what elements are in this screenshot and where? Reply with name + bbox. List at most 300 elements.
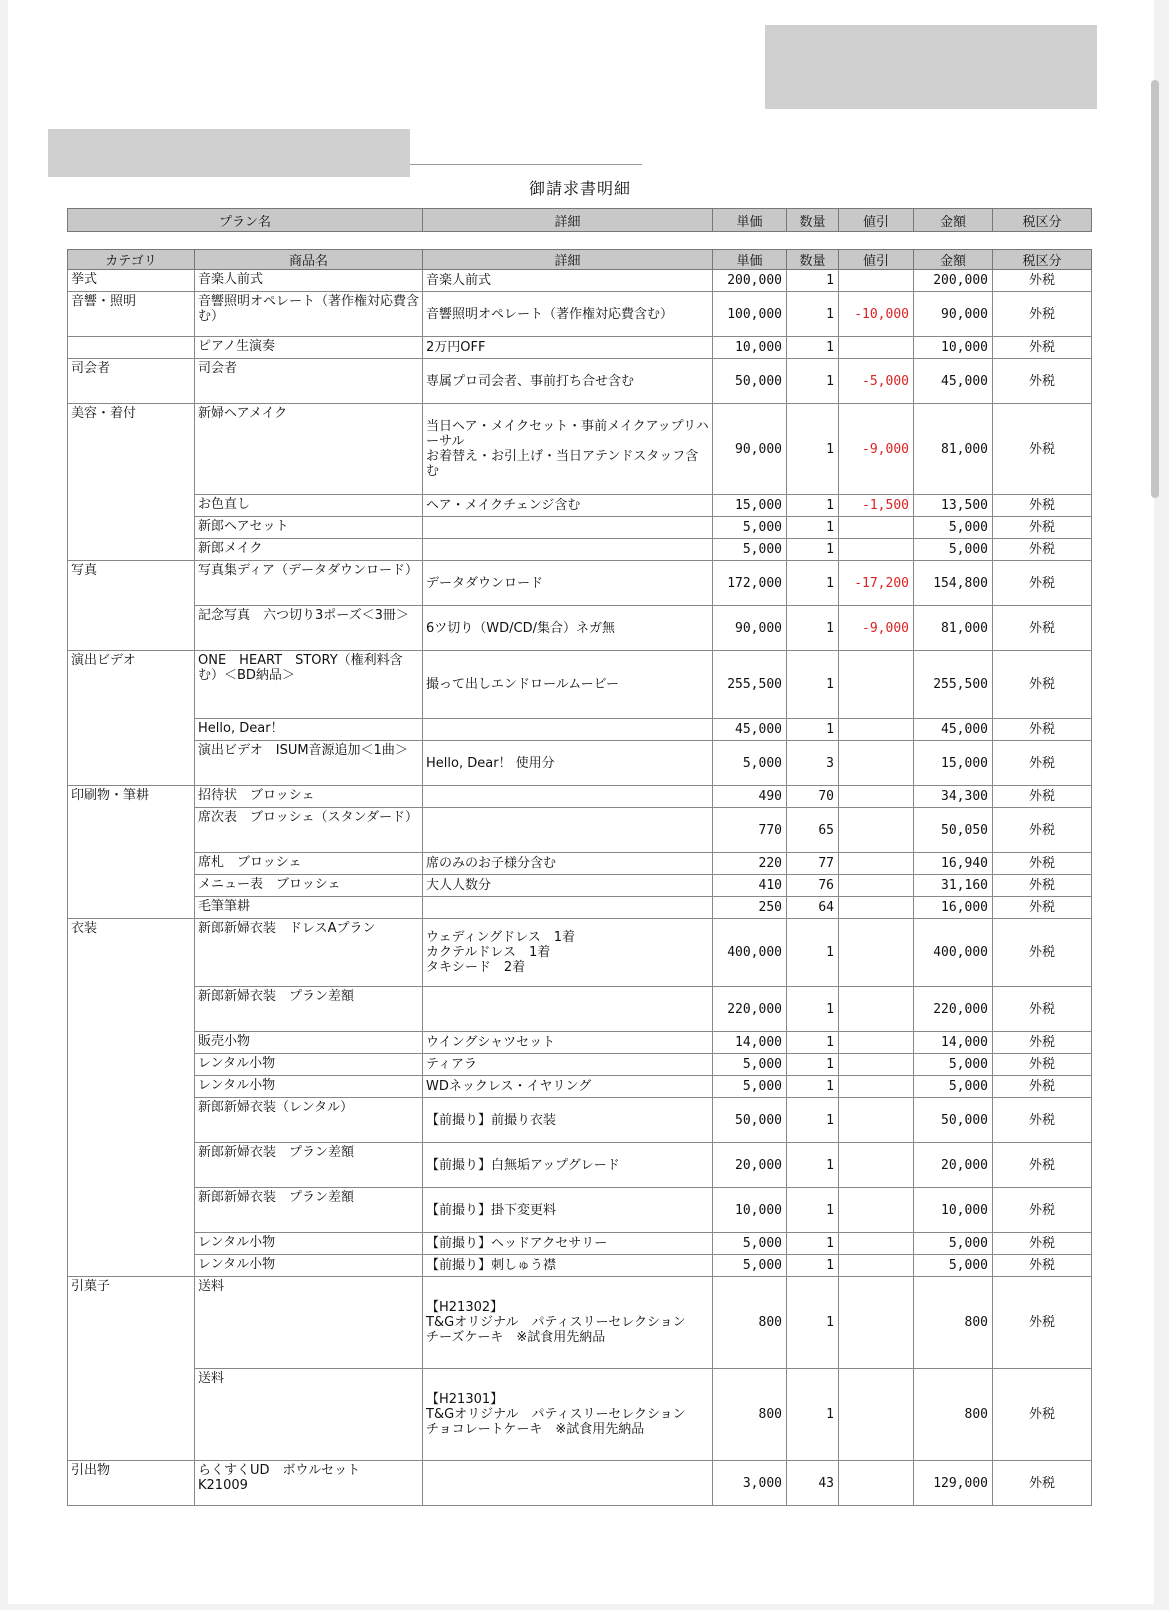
table-row — [68, 719, 1092, 741]
tax-type-cell: 外税 — [993, 1076, 1092, 1098]
amount-cell: 81,000 — [914, 404, 993, 495]
item-name-cell: 音響照明オペレート（著作権対応費含む） — [195, 292, 423, 337]
plan-header-row — [68, 209, 1092, 232]
amount-cell: 16,940 — [914, 853, 993, 875]
tax-type-cell: 外税 — [993, 1054, 1092, 1076]
tax-type-cell: 外税 — [993, 270, 1092, 292]
quantity-cell: 1 — [787, 1188, 839, 1233]
unit-price-cell: 220,000 — [713, 987, 787, 1032]
table-row — [68, 495, 1092, 517]
amount-cell: 129,000 — [914, 1461, 993, 1506]
title-underline — [410, 164, 642, 165]
discount-cell — [839, 853, 914, 875]
discount-cell — [839, 1255, 914, 1277]
tax-type-cell: 外税 — [993, 875, 1092, 897]
amount-cell: 45,000 — [914, 719, 993, 741]
detail-cell: 【前撮り】ヘッドアクセサリー — [423, 1233, 713, 1255]
unit-price-cell: 250 — [713, 897, 787, 919]
detail-cell: 2万円OFF — [423, 337, 713, 359]
quantity-cell: 76 — [787, 875, 839, 897]
unit-price-cell: 255,500 — [713, 651, 787, 719]
plan-header-cell: 税区分 — [993, 209, 1092, 232]
column-header: 金額 — [914, 250, 993, 270]
table-row — [68, 1188, 1092, 1233]
tax-type-cell: 外税 — [993, 1233, 1092, 1255]
item-name-cell: レンタル小物 — [195, 1233, 423, 1255]
plan-header-cell: 詳細 — [423, 209, 713, 232]
detail-cell: 【H21302】 T&Gオリジナル パティスリーセレクション チーズケーキ ※試食用先納品 — [423, 1277, 713, 1369]
table-row — [68, 1255, 1092, 1277]
item-name-cell: 新郎新婦衣装 ドレスAプラン — [195, 919, 423, 987]
column-header: 商品名 — [195, 250, 423, 270]
tax-type-cell: 外税 — [993, 786, 1092, 808]
table-row — [68, 875, 1092, 897]
discount-cell — [839, 1076, 914, 1098]
discount-cell: -9,000 — [839, 606, 914, 651]
category-cell: 美容・着付 — [68, 404, 195, 495]
tax-type-cell: 外税 — [993, 651, 1092, 719]
detail-cell — [423, 1461, 713, 1506]
detail-cell — [423, 786, 713, 808]
discount-cell — [839, 875, 914, 897]
table-row — [68, 1032, 1092, 1054]
item-name-cell: レンタル小物 — [195, 1076, 423, 1098]
item-name-cell: レンタル小物 — [195, 1054, 423, 1076]
detail-cell: 専属プロ司会者、事前打ち合せ含む — [423, 359, 713, 404]
item-name-cell: メニュー表 ブロッシェ — [195, 875, 423, 897]
discount-cell: -5,000 — [839, 359, 914, 404]
detail-cell: 音響照明オペレート（著作権対応費含む） — [423, 292, 713, 337]
amount-cell: 15,000 — [914, 741, 993, 786]
quantity-cell: 1 — [787, 404, 839, 495]
unit-price-cell: 200,000 — [713, 270, 787, 292]
item-name-cell: 席札 ブロッシェ — [195, 853, 423, 875]
table-row — [68, 270, 1092, 292]
unit-price-cell: 45,000 — [713, 719, 787, 741]
quantity-cell: 1 — [787, 919, 839, 987]
unit-price-cell: 5,000 — [713, 741, 787, 786]
detail-cell — [423, 517, 713, 539]
discount-cell — [839, 719, 914, 741]
table-row — [68, 741, 1092, 786]
detail-cell: ヘア・メイクチェンジ含む — [423, 495, 713, 517]
redacted-block-left — [48, 129, 410, 177]
tax-type-cell: 外税 — [993, 719, 1092, 741]
tax-type-cell: 外税 — [993, 337, 1092, 359]
category-cell — [68, 897, 195, 919]
table-row — [68, 337, 1092, 359]
item-name-cell: 演出ビデオ ISUM音源追加＜1曲＞ — [195, 741, 423, 786]
discount-cell — [839, 1143, 914, 1188]
amount-cell: 154,800 — [914, 561, 993, 606]
unit-price-cell: 5,000 — [713, 539, 787, 561]
quantity-cell: 1 — [787, 539, 839, 561]
amount-cell: 220,000 — [914, 987, 993, 1032]
item-name-cell: ONE HEART STORY（権利料含む）＜BD納品＞ — [195, 651, 423, 719]
category-cell — [68, 1032, 195, 1054]
category-cell — [68, 719, 195, 741]
detail-cell — [423, 539, 713, 561]
amount-cell: 81,000 — [914, 606, 993, 651]
category-cell — [68, 337, 195, 359]
category-cell — [68, 1054, 195, 1076]
quantity-cell: 70 — [787, 786, 839, 808]
table-row — [68, 539, 1092, 561]
tax-type-cell: 外税 — [993, 1143, 1092, 1188]
unit-price-cell: 400,000 — [713, 919, 787, 987]
item-name-cell: 写真集ディア（データダウンロード） — [195, 561, 423, 606]
column-header: カテゴリ — [68, 250, 195, 270]
quantity-cell: 1 — [787, 1369, 839, 1461]
amount-cell: 5,000 — [914, 539, 993, 561]
unit-price-cell: 800 — [713, 1277, 787, 1369]
item-name-cell: ピアノ生演奏 — [195, 337, 423, 359]
quantity-cell: 65 — [787, 808, 839, 853]
discount-cell — [839, 1098, 914, 1143]
category-cell — [68, 1076, 195, 1098]
unit-price-cell: 490 — [713, 786, 787, 808]
discount-cell — [839, 517, 914, 539]
table-row — [68, 1461, 1092, 1506]
column-header: 詳細 — [423, 250, 713, 270]
table-row — [68, 1143, 1092, 1188]
category-cell — [68, 1098, 195, 1143]
tax-type-cell: 外税 — [993, 1098, 1092, 1143]
amount-cell: 13,500 — [914, 495, 993, 517]
amount-cell: 50,050 — [914, 808, 993, 853]
table-row — [68, 786, 1092, 808]
item-name-cell: 新郎新婦衣装 プラン差額 — [195, 1143, 423, 1188]
unit-price-cell: 50,000 — [713, 359, 787, 404]
item-name-cell: Hello, Dear！ — [195, 719, 423, 741]
unit-price-cell: 172,000 — [713, 561, 787, 606]
table-row — [68, 1233, 1092, 1255]
tax-type-cell: 外税 — [993, 1461, 1092, 1506]
unit-price-cell: 3,000 — [713, 1461, 787, 1506]
discount-cell — [839, 1054, 914, 1076]
detail-cell: 撮って出しエンドロールムービー — [423, 651, 713, 719]
quantity-cell: 3 — [787, 741, 839, 786]
detail-cell: ウェディングドレス 1着 カクテルドレス 1着 タキシード 2着 — [423, 919, 713, 987]
item-name-cell: レンタル小物 — [195, 1255, 423, 1277]
unit-price-cell: 410 — [713, 875, 787, 897]
quantity-cell: 1 — [787, 359, 839, 404]
detail-cell: 大人人数分 — [423, 875, 713, 897]
amount-cell: 5,000 — [914, 1255, 993, 1277]
quantity-cell: 43 — [787, 1461, 839, 1506]
discount-cell — [839, 1277, 914, 1369]
unit-price-cell: 5,000 — [713, 1054, 787, 1076]
category-cell — [68, 808, 195, 853]
table-row — [68, 517, 1092, 539]
amount-cell: 800 — [914, 1277, 993, 1369]
quantity-cell: 1 — [787, 495, 839, 517]
amount-cell: 10,000 — [914, 337, 993, 359]
category-cell — [68, 741, 195, 786]
detail-cell: ウイングシャツセット — [423, 1032, 713, 1054]
category-cell — [68, 1233, 195, 1255]
unit-price-cell: 770 — [713, 808, 787, 853]
discount-cell — [839, 1032, 914, 1054]
item-name-cell: 新郎ヘアセット — [195, 517, 423, 539]
amount-cell: 45,000 — [914, 359, 993, 404]
quantity-cell: 1 — [787, 517, 839, 539]
quantity-cell: 1 — [787, 1032, 839, 1054]
tax-type-cell: 外税 — [993, 561, 1092, 606]
quantity-cell: 1 — [787, 1076, 839, 1098]
amount-cell: 200,000 — [914, 270, 993, 292]
table-row — [68, 561, 1092, 606]
category-cell: 演出ビデオ — [68, 651, 195, 719]
discount-cell — [839, 1233, 914, 1255]
quantity-cell: 1 — [787, 651, 839, 719]
quantity-cell: 1 — [787, 337, 839, 359]
quantity-cell: 1 — [787, 987, 839, 1032]
amount-cell: 400,000 — [914, 919, 993, 987]
plan-header-cell: 値引 — [839, 209, 914, 232]
discount-cell — [839, 741, 914, 786]
quantity-cell: 1 — [787, 606, 839, 651]
unit-price-cell: 15,000 — [713, 495, 787, 517]
quantity-cell: 1 — [787, 1054, 839, 1076]
category-cell: 挙式 — [68, 270, 195, 292]
quantity-cell: 77 — [787, 853, 839, 875]
detail-cell: データダウンロード — [423, 561, 713, 606]
page-title: 御請求書明細 — [528, 179, 631, 198]
amount-cell: 31,160 — [914, 875, 993, 897]
category-cell — [68, 1188, 195, 1233]
scrollbar-thumb[interactable] — [1151, 80, 1159, 498]
discount-cell — [839, 539, 914, 561]
tax-type-cell: 外税 — [993, 539, 1092, 561]
detail-cell: 席のみのお子様分含む — [423, 853, 713, 875]
plan-header-cell: 数量 — [787, 209, 839, 232]
table-row — [68, 606, 1092, 651]
amount-cell: 255,500 — [914, 651, 993, 719]
table-row — [68, 292, 1092, 337]
category-cell: 引菓子 — [68, 1277, 195, 1369]
table-row — [68, 1277, 1092, 1369]
amount-cell: 16,000 — [914, 897, 993, 919]
unit-price-cell: 220 — [713, 853, 787, 875]
table-row — [68, 853, 1092, 875]
amount-cell: 34,300 — [914, 786, 993, 808]
table-row — [68, 404, 1092, 495]
tax-type-cell: 外税 — [993, 1255, 1092, 1277]
item-name-cell: 新婦ヘアメイク — [195, 404, 423, 495]
discount-cell: -9,000 — [839, 404, 914, 495]
amount-cell: 50,000 — [914, 1098, 993, 1143]
discount-cell — [839, 1188, 914, 1233]
unit-price-cell: 5,000 — [713, 1233, 787, 1255]
detail-cell: 当日ヘア・メイクセット・事前メイクアップリハーサル お着替え・お引上げ・当日アテンドスタッフ含む — [423, 404, 713, 495]
quantity-cell: 1 — [787, 561, 839, 606]
tax-type-cell: 外税 — [993, 1188, 1092, 1233]
item-name-cell: お色直し — [195, 495, 423, 517]
unit-price-cell: 10,000 — [713, 1188, 787, 1233]
detail-cell — [423, 808, 713, 853]
unit-price-cell: 5,000 — [713, 517, 787, 539]
category-cell: 音響・照明 — [68, 292, 195, 337]
discount-cell: -1,500 — [839, 495, 914, 517]
unit-price-cell: 5,000 — [713, 1076, 787, 1098]
detail-cell: 【前撮り】白無垢アップグレード — [423, 1143, 713, 1188]
tax-type-cell: 外税 — [993, 292, 1092, 337]
category-cell: 引出物 — [68, 1461, 195, 1506]
item-name-cell: 音楽人前式 — [195, 270, 423, 292]
column-header: 数量 — [787, 250, 839, 270]
discount-cell — [839, 1369, 914, 1461]
tax-type-cell: 外税 — [993, 897, 1092, 919]
tax-type-cell: 外税 — [993, 987, 1092, 1032]
unit-price-cell: 100,000 — [713, 292, 787, 337]
quantity-cell: 1 — [787, 1255, 839, 1277]
category-cell: 写真 — [68, 561, 195, 606]
category-cell — [68, 1255, 195, 1277]
unit-price-cell: 50,000 — [713, 1098, 787, 1143]
item-name-cell: 新郎新婦衣装（レンタル） — [195, 1098, 423, 1143]
table-row — [68, 919, 1092, 987]
table-row — [68, 897, 1092, 919]
column-header: 値引 — [839, 250, 914, 270]
category-cell — [68, 853, 195, 875]
table-header-row — [68, 250, 1092, 270]
item-name-cell: 記念写真 六つ切り3ポーズ＜3冊＞ — [195, 606, 423, 651]
category-cell: 司会者 — [68, 359, 195, 404]
discount-cell — [839, 987, 914, 1032]
quantity-cell: 1 — [787, 270, 839, 292]
discount-cell: -10,000 — [839, 292, 914, 337]
detail-cell: 6ツ切り（WD/CD/集合）ネガ無 — [423, 606, 713, 651]
amount-cell: 800 — [914, 1369, 993, 1461]
tax-type-cell: 外税 — [993, 1369, 1092, 1461]
detail-cell: WDネックレス・イヤリング — [423, 1076, 713, 1098]
detail-cell: 【H21301】 T&Gオリジナル パティスリーセレクション チョコレートケーキ ※試食用先納品 — [423, 1369, 713, 1461]
tax-type-cell: 外税 — [993, 853, 1092, 875]
table-row — [68, 1098, 1092, 1143]
detail-cell — [423, 987, 713, 1032]
plan-header-cell: プラン名 — [68, 209, 423, 232]
discount-cell — [839, 651, 914, 719]
detail-cell: 音楽人前式 — [423, 270, 713, 292]
detail-cell: 【前撮り】前撮り衣装 — [423, 1098, 713, 1143]
quantity-cell: 1 — [787, 719, 839, 741]
discount-cell — [839, 897, 914, 919]
item-name-cell: 新郎新婦衣装 プラン差額 — [195, 987, 423, 1032]
unit-price-cell: 90,000 — [713, 404, 787, 495]
discount-cell — [839, 919, 914, 987]
unit-price-cell: 90,000 — [713, 606, 787, 651]
item-name-cell: らくすくUD ボウルセット K21009 — [195, 1461, 423, 1506]
tax-type-cell: 外税 — [993, 1277, 1092, 1369]
table-row — [68, 1369, 1092, 1461]
unit-price-cell: 10,000 — [713, 337, 787, 359]
amount-cell: 90,000 — [914, 292, 993, 337]
item-name-cell: 販売小物 — [195, 1032, 423, 1054]
tax-type-cell: 外税 — [993, 517, 1092, 539]
tax-type-cell: 外税 — [993, 359, 1092, 404]
table-row — [68, 1076, 1092, 1098]
category-cell: 印刷物・筆耕 — [68, 786, 195, 808]
amount-cell: 14,000 — [914, 1032, 993, 1054]
discount-cell: -17,200 — [839, 561, 914, 606]
tax-type-cell: 外税 — [993, 404, 1092, 495]
discount-cell — [839, 270, 914, 292]
item-name-cell: 毛筆筆耕 — [195, 897, 423, 919]
tax-type-cell: 外税 — [993, 741, 1092, 786]
detail-cell — [423, 897, 713, 919]
amount-cell: 5,000 — [914, 1233, 993, 1255]
category-cell: 衣装 — [68, 919, 195, 987]
quantity-cell: 1 — [787, 1277, 839, 1369]
plan-header-cell: 単価 — [713, 209, 787, 232]
amount-cell: 5,000 — [914, 1076, 993, 1098]
unit-price-cell: 5,000 — [713, 1255, 787, 1277]
tax-type-cell: 外税 — [993, 606, 1092, 651]
tax-type-cell: 外税 — [993, 808, 1092, 853]
discount-cell — [839, 808, 914, 853]
table-row — [68, 808, 1092, 853]
item-name-cell: 送料 — [195, 1277, 423, 1369]
category-cell — [68, 517, 195, 539]
table-row — [68, 1054, 1092, 1076]
plan-table — [67, 208, 1092, 232]
unit-price-cell: 800 — [713, 1369, 787, 1461]
invoice-detail-table — [67, 249, 1092, 1506]
unit-price-cell: 20,000 — [713, 1143, 787, 1188]
detail-cell: 【前撮り】掛下変更料 — [423, 1188, 713, 1233]
discount-cell — [839, 786, 914, 808]
unit-price-cell: 14,000 — [713, 1032, 787, 1054]
item-name-cell: 司会者 — [195, 359, 423, 404]
detail-cell: 【前撮り】刺しゅう襟 — [423, 1255, 713, 1277]
table-row — [68, 359, 1092, 404]
detail-cell: Hello, Dear！ 使用分 — [423, 741, 713, 786]
table-row — [68, 987, 1092, 1032]
plan-header-cell: 金額 — [914, 209, 993, 232]
redacted-block-top — [765, 25, 1097, 109]
item-name-cell: 送料 — [195, 1369, 423, 1461]
category-cell — [68, 606, 195, 651]
table-row — [68, 651, 1092, 719]
detail-cell — [423, 719, 713, 741]
amount-cell: 5,000 — [914, 517, 993, 539]
quantity-cell: 64 — [787, 897, 839, 919]
item-name-cell: 新郎メイク — [195, 539, 423, 561]
item-name-cell: 新郎新婦衣装 プラン差額 — [195, 1188, 423, 1233]
quantity-cell: 1 — [787, 1143, 839, 1188]
tax-type-cell: 外税 — [993, 919, 1092, 987]
discount-cell — [839, 337, 914, 359]
category-cell — [68, 987, 195, 1032]
category-cell — [68, 875, 195, 897]
tax-type-cell: 外税 — [993, 495, 1092, 517]
category-cell — [68, 539, 195, 561]
category-cell — [68, 1143, 195, 1188]
amount-cell: 10,000 — [914, 1188, 993, 1233]
item-name-cell: 席次表 ブロッシェ（スタンダード） — [195, 808, 423, 853]
amount-cell: 20,000 — [914, 1143, 993, 1188]
amount-cell: 5,000 — [914, 1054, 993, 1076]
category-cell — [68, 1369, 195, 1461]
column-header: 単価 — [713, 250, 787, 270]
category-cell — [68, 495, 195, 517]
quantity-cell: 1 — [787, 1098, 839, 1143]
item-name-cell: 招待状 ブロッシェ — [195, 786, 423, 808]
tax-type-cell: 外税 — [993, 1032, 1092, 1054]
detail-cell: ティアラ — [423, 1054, 713, 1076]
discount-cell — [839, 1461, 914, 1506]
